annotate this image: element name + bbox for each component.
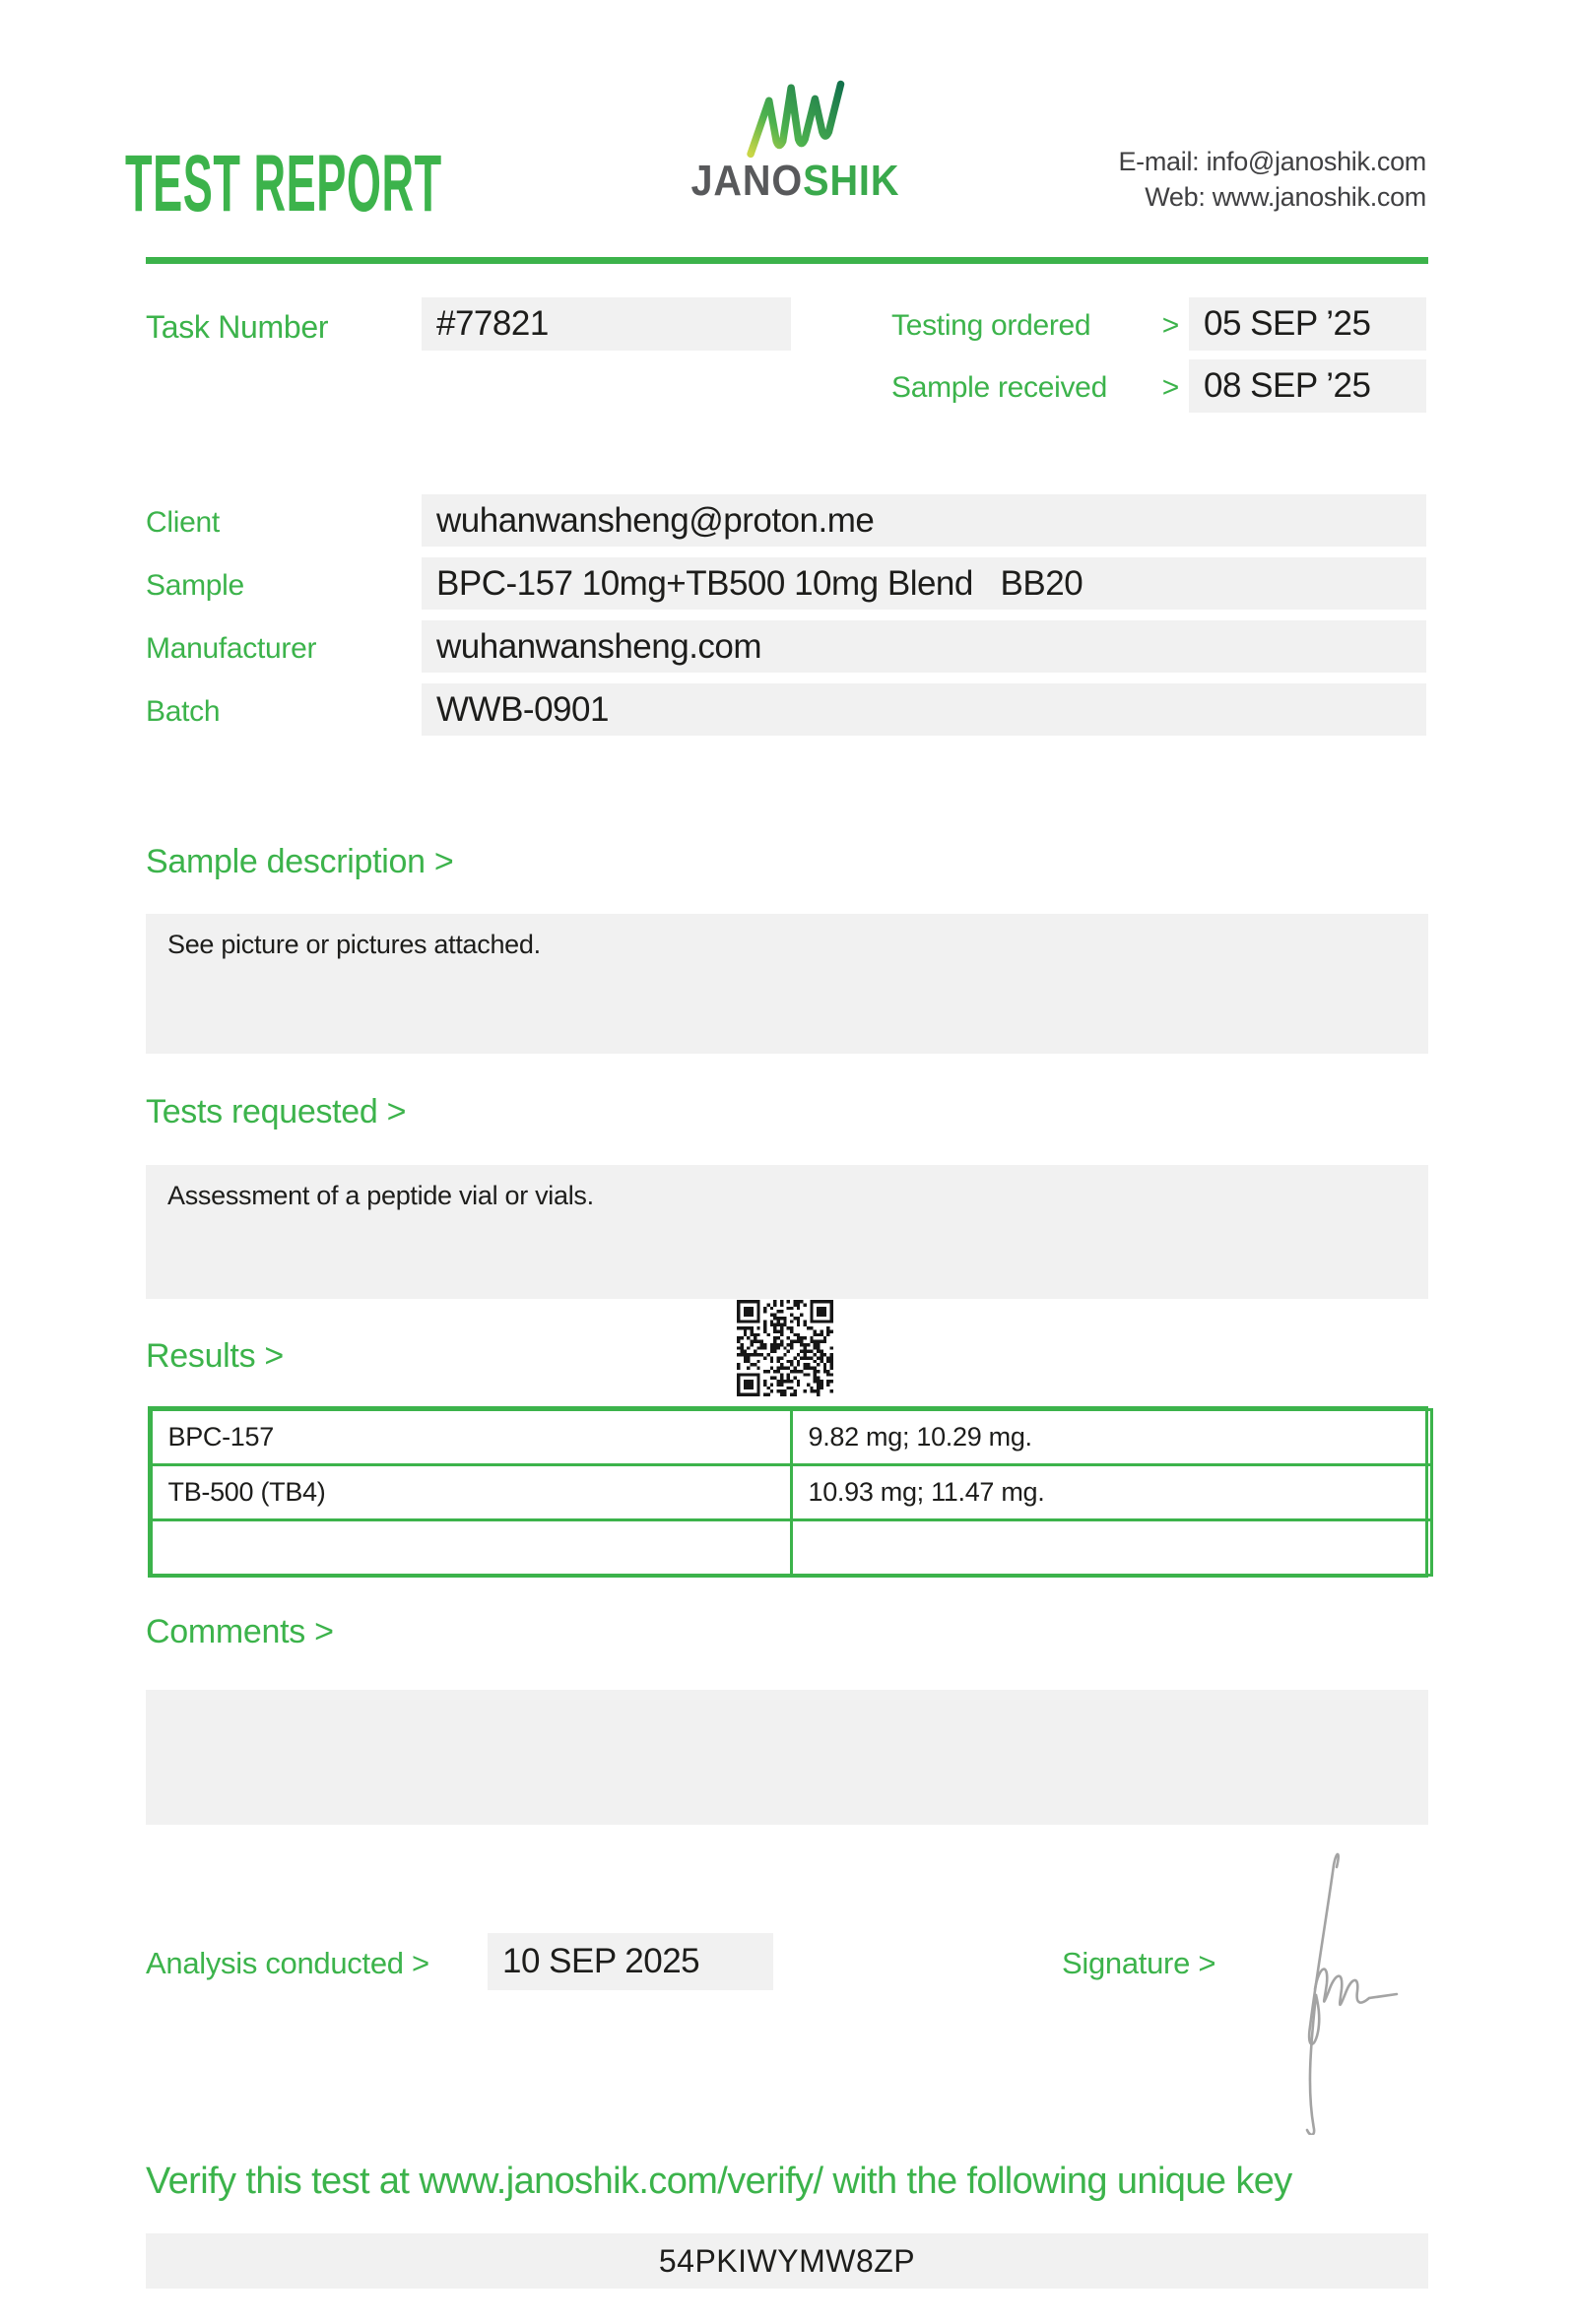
manufacturer-label: Manufacturer xyxy=(146,632,317,665)
analysis-conducted-value xyxy=(488,1933,773,1990)
sample-description-text: See picture or pictures attached. xyxy=(167,930,541,959)
qr-code xyxy=(737,1300,833,1396)
sample-received-date: 08 SEP ’25 xyxy=(1204,366,1371,405)
page-title: TEST REPORT xyxy=(125,139,442,228)
results-row-value: 10.93 mg; 11.47 mg. xyxy=(790,1463,1433,1521)
client-text: wuhanwansheng@proton.me xyxy=(436,500,875,540)
contact-email: E-mail: info@janoshik.com xyxy=(1118,147,1426,176)
sample-description-box xyxy=(146,914,1428,1054)
batch-text: WWB-0901 xyxy=(436,689,609,729)
testing-ordered-label xyxy=(891,309,1179,343)
testing-ordered-text: Testing ordered xyxy=(891,309,1091,342)
tests-requested-text: Assessment of a peptide vial or vials. xyxy=(167,1181,594,1210)
manufacturer-value xyxy=(422,620,1426,673)
testing-ordered-date: 05 SEP ’25 xyxy=(1204,304,1371,343)
verify-instruction: Verify this test at www.janoshik.com/verify/ with the following unique key xyxy=(146,2161,1292,2202)
sample-received-value xyxy=(1189,359,1426,413)
results-row-name xyxy=(150,1518,793,1577)
analysis-conducted-label: Analysis conducted > xyxy=(146,1946,429,1980)
contact-info xyxy=(1118,144,1426,215)
batch-label: Batch xyxy=(146,695,221,728)
sample-received-label xyxy=(891,371,1179,405)
sample-value xyxy=(422,557,1426,610)
client-label: Client xyxy=(146,506,220,539)
logo-word-green: SHIK xyxy=(803,157,900,205)
contact-web: Web: www.janoshik.com xyxy=(1145,182,1426,212)
results-table xyxy=(148,1406,1428,1578)
logo-wordmark xyxy=(690,157,900,205)
signature-label: Signature > xyxy=(1062,1946,1216,1980)
task-number-value xyxy=(422,297,791,351)
manufacturer-text: wuhanwansheng.com xyxy=(436,626,762,666)
tests-requested-box xyxy=(146,1165,1428,1299)
task-number-text: #77821 xyxy=(436,304,549,343)
results-row-name: TB-500 (TB4) xyxy=(150,1463,793,1521)
sample-text: BPC-157 10mg+TB500 10mg Blend BB20 xyxy=(436,563,1084,603)
results-row-value: 9.82 mg; 10.29 mg. xyxy=(790,1408,1433,1466)
sample-received-arrow: > xyxy=(1161,371,1179,404)
tests-requested-heading: Tests requested > xyxy=(146,1093,407,1130)
results-row-value xyxy=(790,1518,1433,1577)
sample-received-text: Sample received xyxy=(891,371,1107,404)
analysis-date-text: 10 SEP 2025 xyxy=(502,1942,700,1980)
batch-value xyxy=(422,683,1426,736)
results-row-name: BPC-157 xyxy=(150,1408,793,1466)
comments-box xyxy=(146,1690,1428,1825)
comments-heading: Comments > xyxy=(146,1613,334,1650)
growth-chart-icon xyxy=(734,77,852,160)
task-number-label: Task Number xyxy=(146,309,329,345)
header-divider xyxy=(146,257,1428,264)
client-value xyxy=(422,494,1426,547)
verify-key-text: 54PKIWYMW8ZP xyxy=(658,2242,916,2279)
testing-ordered-value xyxy=(1189,297,1426,351)
logo-word-gray: JANO xyxy=(690,157,804,205)
results-heading: Results > xyxy=(146,1337,284,1375)
signature-scribble xyxy=(1259,1840,1426,2135)
verify-key-box xyxy=(146,2233,1428,2289)
janoshik-logo xyxy=(680,77,906,203)
sample-description-heading: Sample description > xyxy=(146,843,454,880)
testing-ordered-arrow: > xyxy=(1161,309,1179,342)
sample-label: Sample xyxy=(146,569,244,602)
